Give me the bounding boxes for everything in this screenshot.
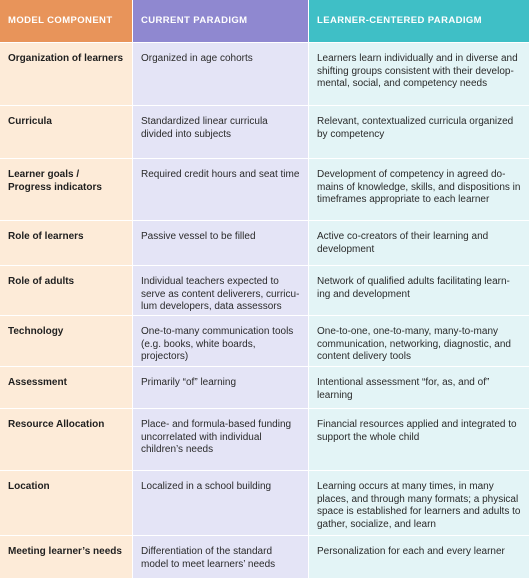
- row-current: Differentiation of the standard model to meet learners’ needs: [133, 536, 308, 578]
- row-component: Curricula: [0, 106, 132, 158]
- row-component: Role of learners: [0, 221, 132, 265]
- row-component: Location: [0, 471, 132, 535]
- row-learner-centered: Learning occurs at many times, in many places, and through many formats; a physical space is established for learners and adults to gather, socialize, and learn: [309, 471, 529, 535]
- header-learner-centered-paradigm: LEARNER-CENTERED PARADIGM: [309, 0, 529, 42]
- row-component: Learner goals / Progress indicators: [0, 159, 132, 220]
- row-current: Individual teachers expected to serve as content deliverers, curricu-lum developers, data assessors: [133, 266, 308, 315]
- row-learner-centered: Intentional assessment “for, as, and of” learning: [309, 367, 529, 408]
- row-component: Technology: [0, 316, 132, 366]
- row-component: Resource Allocation: [0, 409, 132, 470]
- row-current: Localized in a school building: [133, 471, 308, 535]
- row-learner-centered: Active co-creators of their learning and development: [309, 221, 529, 265]
- row-learner-centered: One-to-one, one-to-many, many-to-many communication, networking, diagnostic, and content delivery tools: [309, 316, 529, 366]
- row-learner-centered: Network of qualified adults facilitating learn-ing and development: [309, 266, 529, 315]
- row-component: Meeting learner’s needs: [0, 536, 132, 578]
- row-component: Role of adults: [0, 266, 132, 315]
- row-current: Required credit hours and seat time: [133, 159, 308, 220]
- row-component: Assessment: [0, 367, 132, 408]
- row-current: Passive vessel to be filled: [133, 221, 308, 265]
- row-learner-centered: Development of competency in agreed do-mains of knowledge, skills, and dispositions in timeframes appropriate to each learner: [309, 159, 529, 220]
- row-learner-centered: Personalization for each and every learner: [309, 536, 529, 578]
- row-current: Standardized linear curricula divided into subjects: [133, 106, 308, 158]
- row-learner-centered: Financial resources applied and integrated to support the whole child: [309, 409, 529, 470]
- row-current: Place- and formula-based funding uncorrelated with individual children’s needs: [133, 409, 308, 470]
- row-component: Organization of learners: [0, 43, 132, 105]
- row-current: Organized in age cohorts: [133, 43, 308, 105]
- header-model-component: MODEL COMPONENT: [0, 0, 132, 42]
- row-learner-centered: Relevant, contextualized curricula organized by competency: [309, 106, 529, 158]
- row-learner-centered: Learners learn individually and in diverse and shifting groups consistent with their develop-mental, social, and competency needs: [309, 43, 529, 105]
- row-current: Primarily “of” learning: [133, 367, 308, 408]
- header-current-paradigm: CURRENT PARADIGM: [133, 0, 308, 42]
- row-current: One-to-many communication tools (e.g. books, white boards, projectors): [133, 316, 308, 366]
